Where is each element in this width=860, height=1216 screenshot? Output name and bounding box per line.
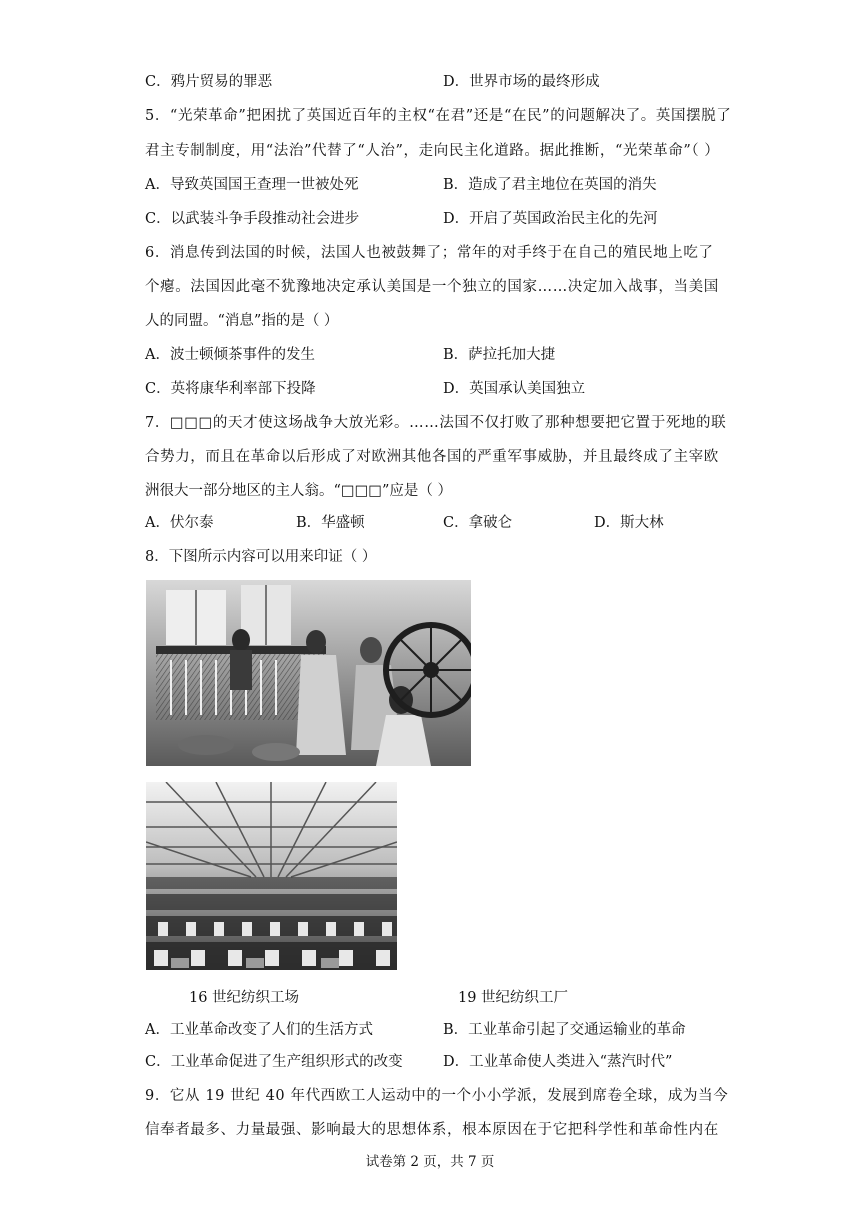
q6-stem-line-3: 人的同盟。“消息”指的是（ ）: [145, 313, 339, 329]
q5-option-c: C．以武装斗争手段推动社会进步: [145, 211, 360, 227]
q4-option-d: D．世界市场的最终形成: [443, 74, 600, 90]
q8-option-d: D．工业革命使人类进入“蒸汽时代”: [443, 1054, 673, 1070]
q7-stem-line-1: 7．□□□的天才使这场战争大放光彩。……法国不仅打败了那种想要把它置于死地的联: [145, 415, 727, 431]
q8-option-a: A．工业革命改变了人们的生活方式: [145, 1022, 373, 1038]
factory-photo-illustration: [146, 782, 397, 970]
q6-stem-line-1: 6．消息传到法国的时候，法国人也被鼓舞了；常年的对手终于在自己的殖民地上吃了: [145, 245, 714, 261]
q7-stem-line-3: 洲很大一部分地区的主人翁。“□□□”应是（ ）: [145, 483, 453, 499]
q9-stem-line-1: 9．它从 19 世纪 40 年代西欧工人运动中的一个小小学派，发展到席卷全球，成为当今: [145, 1088, 729, 1104]
q9-stem-line-2: 信奉者最多、力量最强、影响最大的思想体系，根本原因在于它把科学性和革命性内在: [145, 1122, 719, 1138]
q7-option-b: B．华盛顿: [296, 515, 365, 531]
q7-option-d: D．斯大林: [594, 515, 664, 531]
figure-19th-century-factory: [146, 782, 397, 970]
q4-option-c: C．鸦片贸易的罪恶: [145, 74, 273, 90]
q6-option-d: D．英国承认美国独立: [443, 381, 586, 397]
q7-stem-line-2: 合势力，而且在革命以后形成了对欧洲其他各国的严重军事威胁，并且最终成了主宰欧: [145, 449, 719, 465]
q5-option-b: B．造成了君主地位在英国的消失: [443, 177, 657, 193]
q6-stem-line-2: 个瘪。法国因此毫不犹豫地决定承认美国是一个独立的国家……决定加入战事，当美国: [145, 279, 719, 295]
q5-stem-line-1: 5．“光荣革命”把困扰了英国近百年的主权“在君”还是“在民”的问题解决了。英国摆脱了: [145, 108, 732, 124]
caption-16th-century-workshop: 16 世纪纺织工场: [189, 990, 300, 1006]
q7-option-c: C．拿破仑: [443, 515, 513, 531]
q6-option-a: A．波士顿倾茶事件的发生: [145, 347, 315, 363]
q6-option-c: C．英将康华利率部下投降: [145, 381, 316, 397]
q5-option-a: A．导致英国国王查理一世被处死: [145, 177, 359, 193]
q8-option-c: C．工业革命促进了生产组织形式的改变: [145, 1054, 403, 1070]
workshop-engraving-illustration: [146, 580, 471, 766]
q6-option-b: B．萨拉托加大捷: [443, 347, 556, 363]
q5-stem-line-2: 君主专制制度，用“法治”代替了“人治”，走向民主化道路。据此推断，“光荣革命”（ ）: [145, 143, 720, 159]
q8-option-b: B．工业革命引起了交通运输业的革命: [443, 1022, 686, 1038]
caption-19th-century-factory: 19 世纪纺织工厂: [458, 990, 569, 1006]
figure-16th-century-workshop: [146, 580, 471, 766]
q7-option-a: A．伏尔泰: [145, 515, 214, 531]
q5-option-d: D．开启了英国政治民主化的先河: [443, 211, 658, 227]
page-footer: 试卷第 2 页，共 7 页: [365, 1154, 495, 1170]
q8-stem: 8．下图所示内容可以用来印证（ ）: [145, 549, 377, 565]
